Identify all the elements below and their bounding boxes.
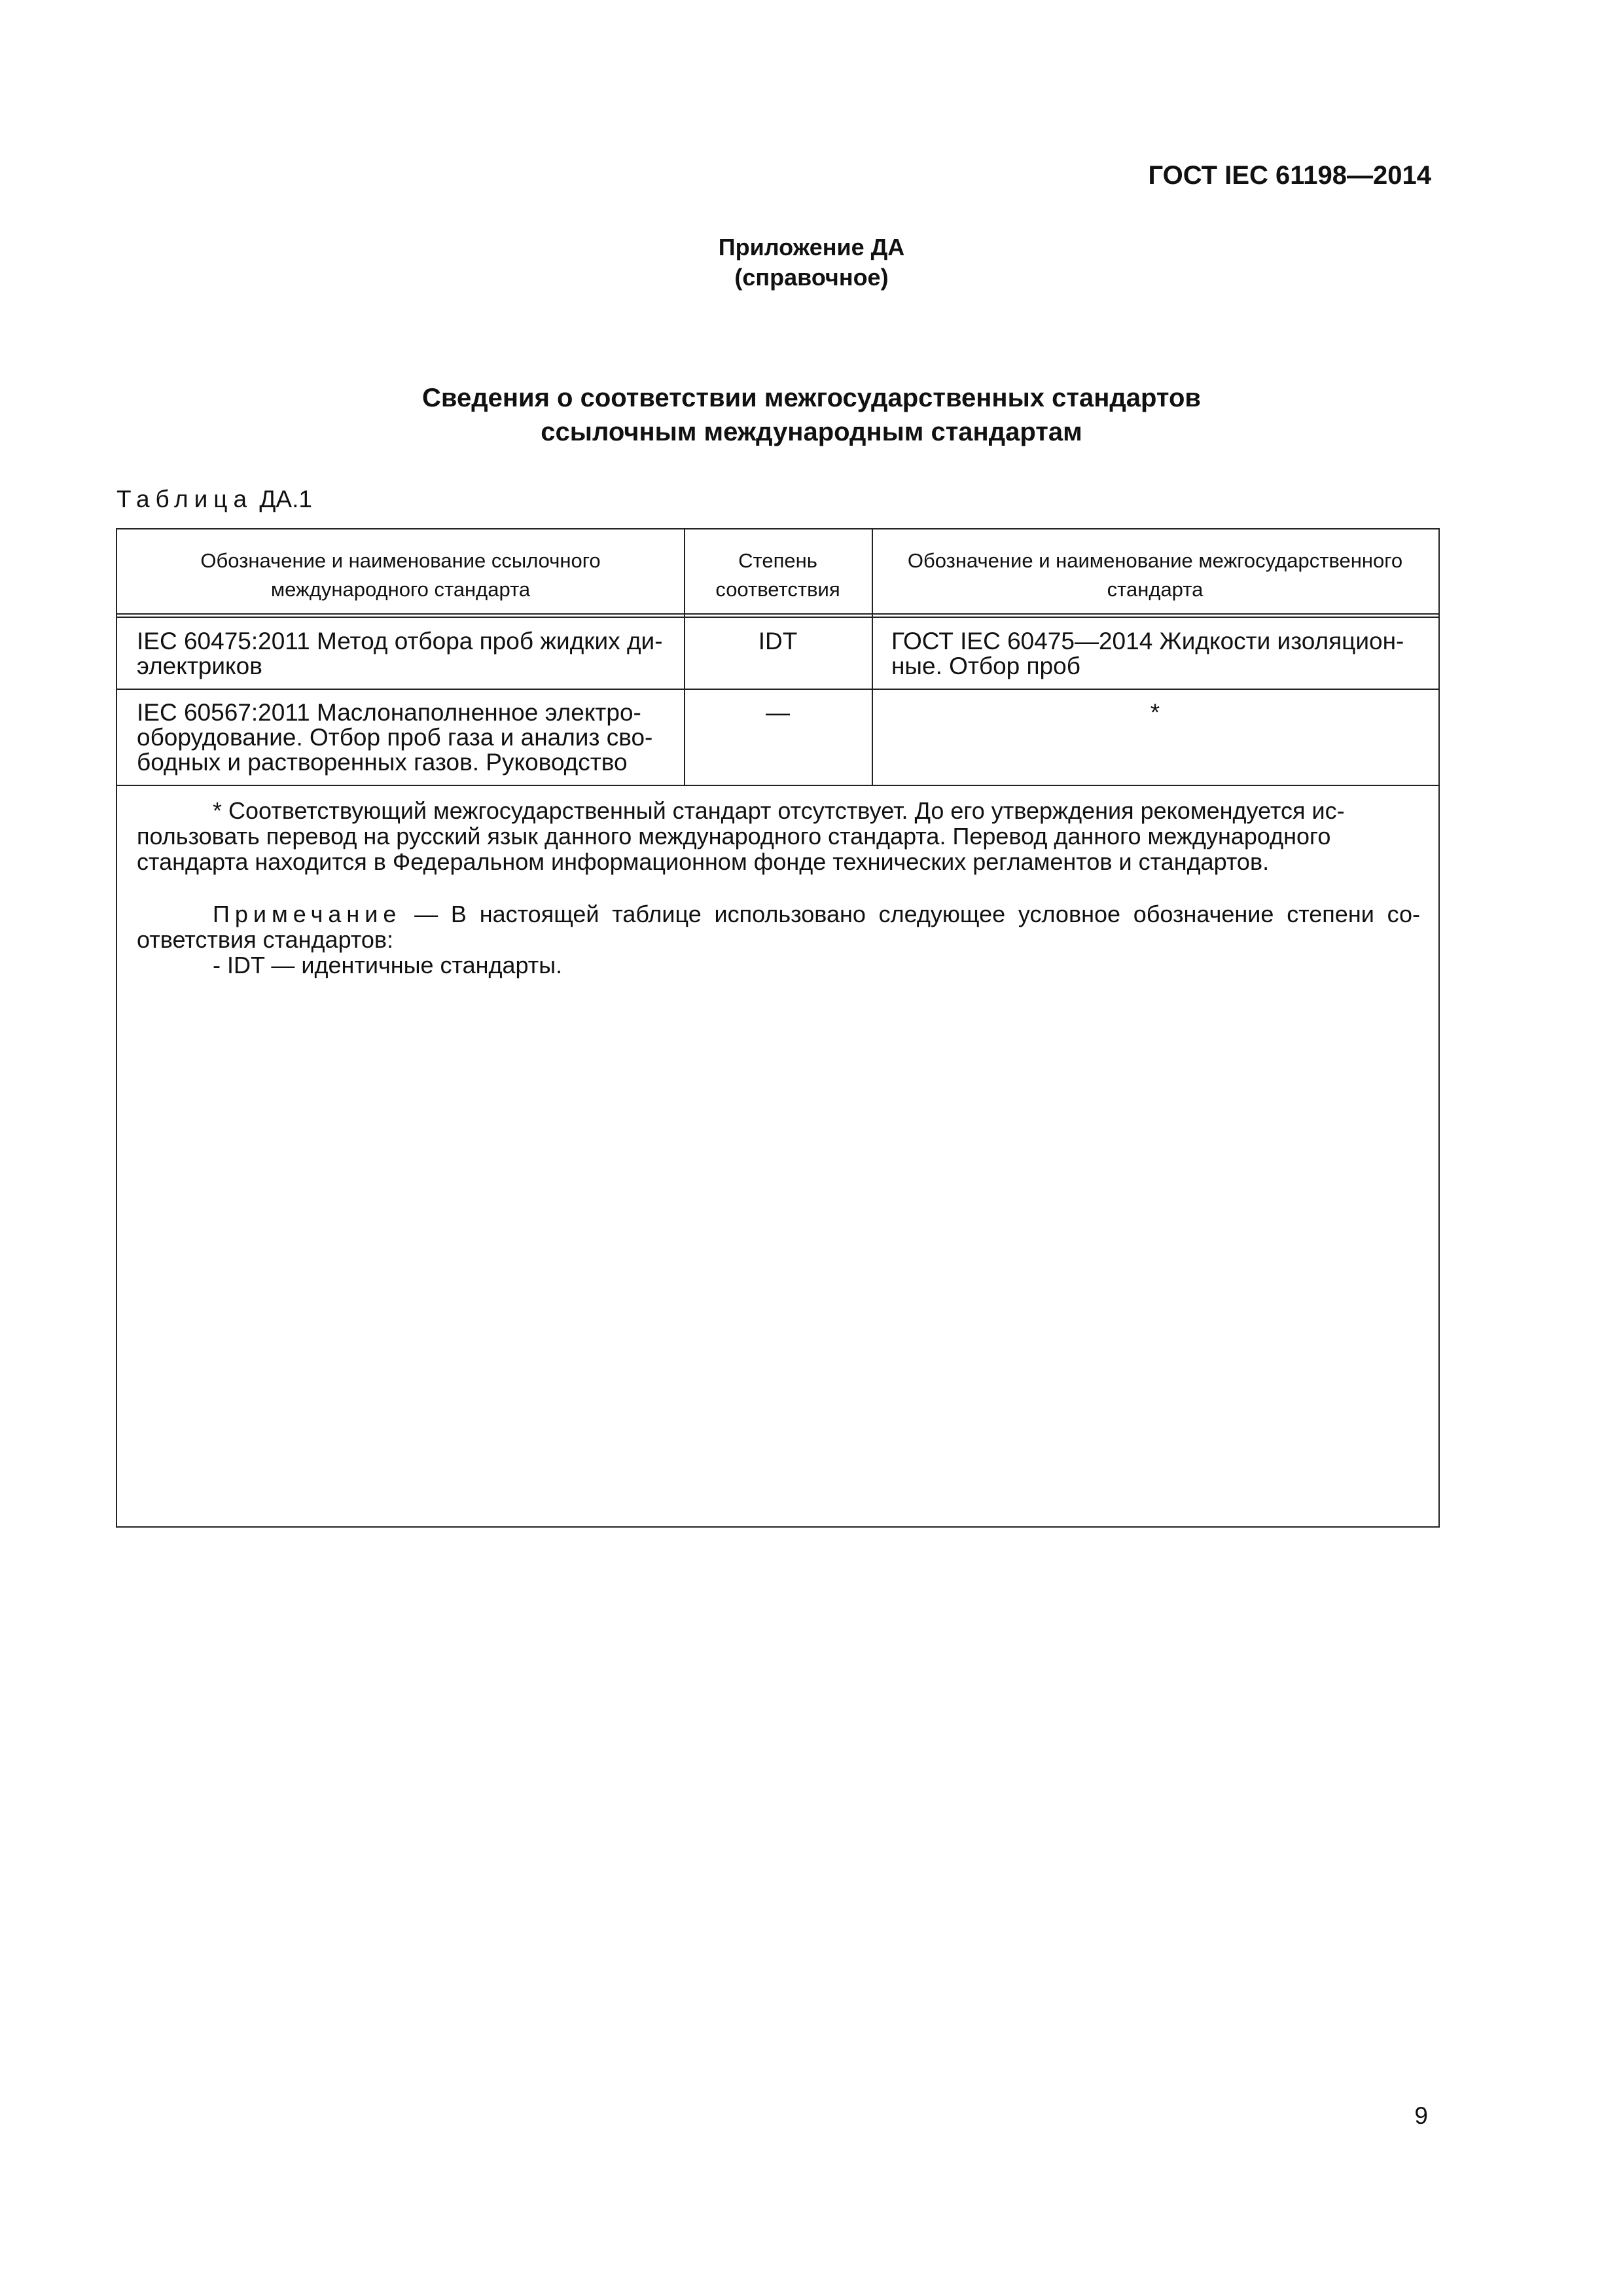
footnote-line-3: стандарта находится в Федеральном информационном фонде технических регламентов и стандартов. [137, 848, 1270, 875]
note-text-line-2: ответствия стандартов: [137, 926, 394, 953]
column-header-degree-line-2: соответствия [715, 578, 840, 601]
table-row-2-reference-line-3: бодных и растворенных газов. Руководство [137, 749, 628, 776]
table-row-1-national-line-2: ные. Отбор проб [891, 653, 1080, 679]
table-rule-header-double [117, 617, 1438, 618]
table-row-1-reference-line-1: IEC 60475:2011 Метод отбора проб жидких ди- [137, 628, 663, 655]
table-row-1-degree-value: IDT [758, 628, 798, 655]
column-header-national-line-2: стандарта [1107, 578, 1204, 601]
table-caption [116, 486, 312, 513]
section-heading-line-1: Сведения о соответствии межгосударственных стандартов [422, 384, 1201, 412]
table-rule-row1 [117, 689, 1438, 690]
column-header-national-line-1: Обозначение и наименование межгосударственного [907, 549, 1403, 572]
table-footnote [137, 798, 1420, 874]
table-row-1-national-line-1: ГОСТ IEC 60475—2014 Жидкости изоляцион- [891, 628, 1404, 655]
column-header-national [872, 547, 1438, 604]
table-caption-prefix: Таблица [116, 486, 253, 512]
table-row-2-reference [137, 700, 667, 775]
table-row-2-national-value: * [1150, 699, 1160, 726]
footnote-line-1: * Соответствующий межгосударственный стандарт отсутствует. До его утверждения рекомендуется ис- [213, 797, 1345, 824]
table-row-2-degree-value: — [766, 699, 790, 726]
table-row-1-national [891, 629, 1421, 679]
table-row-2-reference-line-2: оборудование. Отбор проб газа и анализ сво- [137, 724, 653, 751]
note-line-1 [137, 901, 1420, 927]
table-row-1-reference [137, 629, 667, 679]
table-rule-header [117, 613, 1438, 615]
annex-subtitle: (справочное) [734, 264, 889, 291]
table-note [137, 901, 1420, 978]
note-text-line-3: - IDT — идентичные стандарты. [213, 952, 563, 978]
table-row-2-degree [684, 700, 872, 725]
table-row-1-degree [684, 629, 872, 654]
column-header-degree [684, 547, 872, 604]
section-heading-line-2: ссылочным международным стандартам [541, 418, 1082, 446]
note-label: Примечание [213, 901, 402, 927]
table-caption-number: ДА.1 [259, 486, 312, 512]
column-header-reference-line-1: Обозначение и наименование ссылочного [200, 549, 601, 572]
page-number: 9 [1414, 2102, 1428, 2129]
note-text-line-1: — В настоящей таблице использовано следующее условное обозначение степени со- [401, 901, 1420, 927]
document-code: ГОСТ IEC 61198—2014 [1148, 161, 1431, 190]
table-rule-row2 [117, 785, 1438, 786]
column-header-reference-line-2: международного стандарта [270, 578, 531, 601]
footnote-line-2: пользовать перевод на русский язык данного международного стандарта. Перевод данного международного [137, 823, 1331, 850]
table-row-2-national [872, 700, 1438, 725]
column-header-reference [117, 547, 684, 604]
standards-table [116, 528, 1440, 1528]
table-row-1-reference-line-2: электриков [137, 653, 262, 679]
table-row-2-reference-line-1: IEC 60567:2011 Маслонаполненное электро- [137, 699, 641, 726]
column-header-degree-line-1: Степень [738, 549, 817, 572]
annex-title: Приложение ДА [718, 234, 905, 260]
